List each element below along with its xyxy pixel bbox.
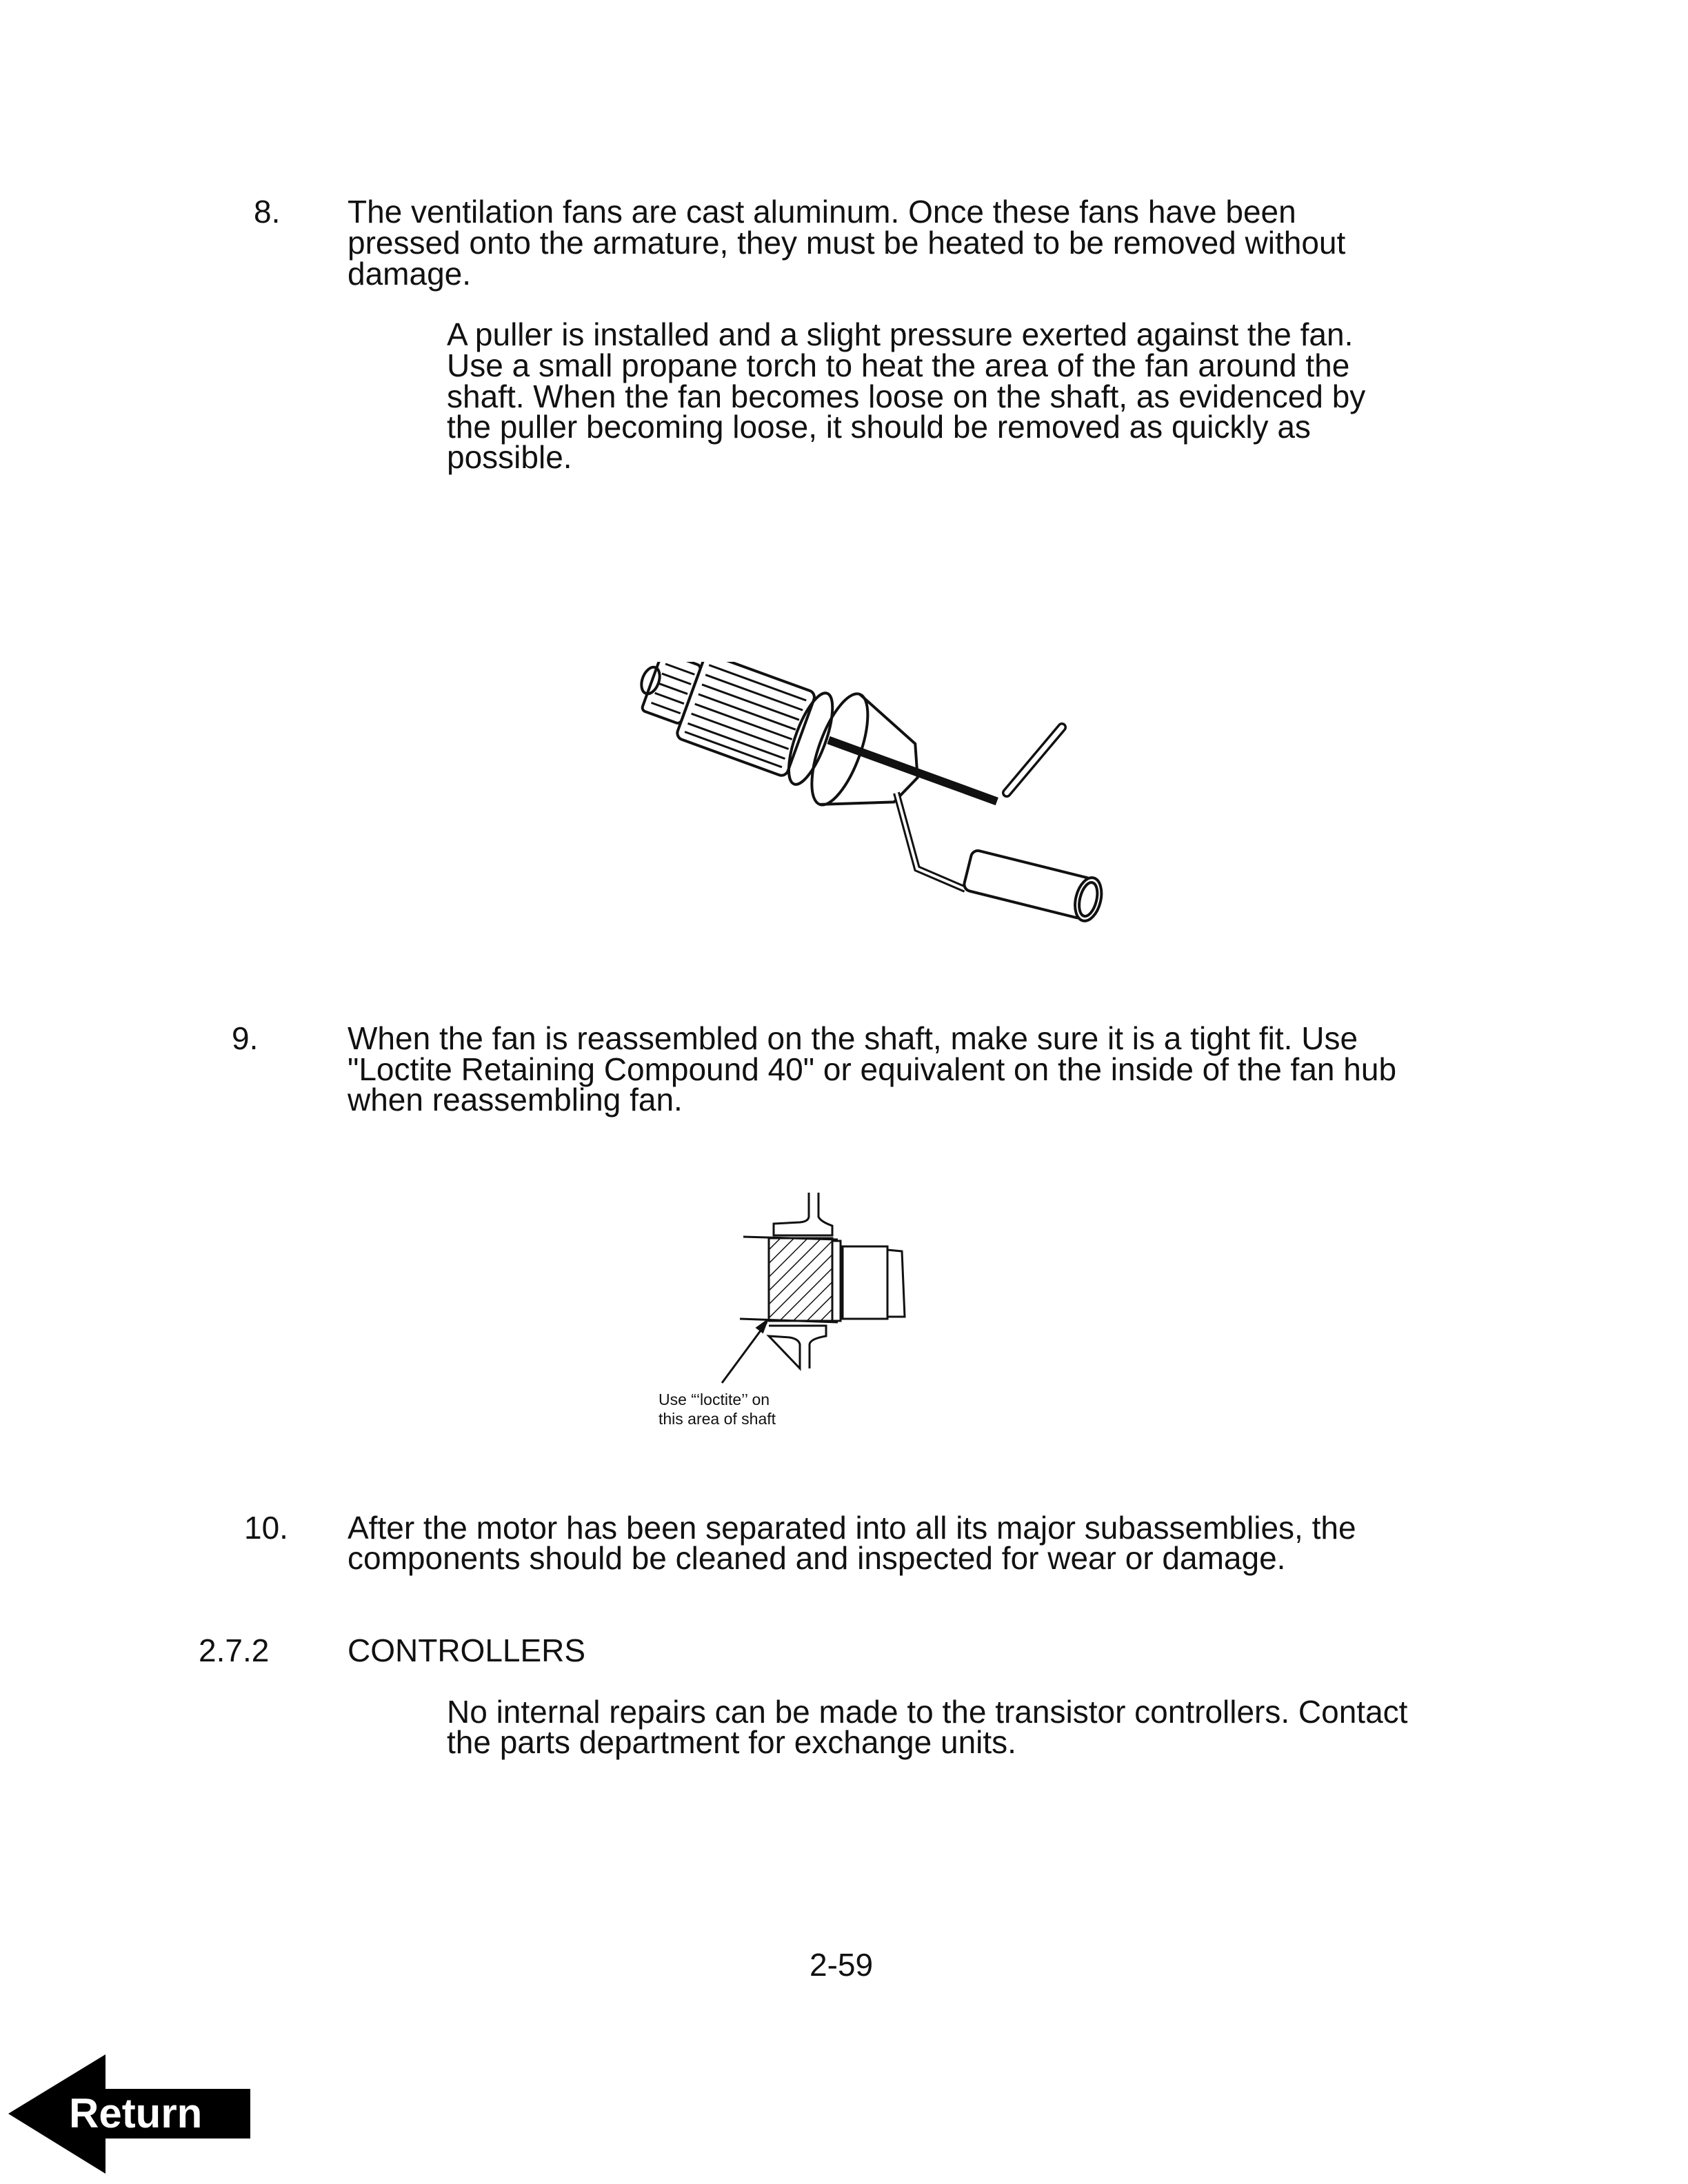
paragraph-line: No internal repairs can be made to the transistor controllers. Contact xyxy=(447,1694,1408,1730)
paragraph-line: when reassembling fan. xyxy=(348,1082,683,1118)
paragraph-line: pressed onto the armature, they must be heated to be removed without xyxy=(348,225,1346,261)
item-number: 8. xyxy=(254,194,281,230)
section-number: 2.7.2 xyxy=(199,1632,270,1668)
paragraph-line: the parts department for exchange units. xyxy=(447,1724,1016,1760)
section-title: CONTROLLERS xyxy=(348,1632,586,1668)
page-number: 2-59 xyxy=(810,1947,874,1983)
paragraph-line: The ventilation fans are cast aluminum. Once these fans have been xyxy=(348,194,1296,230)
paragraph-line: "Loctite Retaining Compound 40" or equivalent on the inside of the fan hub xyxy=(348,1051,1397,1087)
paragraph-line: A puller is installed and a slight pressure exerted against the fan. xyxy=(447,316,1354,352)
paragraph-line: After the motor has been separated into all its major subassemblies, the xyxy=(348,1510,1356,1546)
fan-hub-shaft-diagram xyxy=(621,1179,931,1386)
return-label: Return xyxy=(69,2090,203,2136)
paragraph-line: When the fan is reassembled on the shaft, make sure it is a tight fit. Use xyxy=(348,1020,1358,1056)
item-number: 10. xyxy=(244,1510,288,1546)
paragraph-line: shaft. When the fan becomes loose on the shaft, as evidenced by xyxy=(447,378,1366,414)
armature-puller-illustration xyxy=(621,662,1103,938)
paragraph-line: components should be cleaned and inspected for wear or damage. xyxy=(348,1540,1286,1576)
figure-caption-line: Use “‘loctite’’ on xyxy=(659,1391,770,1408)
paragraph-line: the puller becoming loose, it should be removed as quickly as xyxy=(447,409,1311,445)
paragraph-line: damage. xyxy=(348,256,472,292)
item-number: 9. xyxy=(232,1020,259,1056)
figure-caption-line: this area of shaft xyxy=(659,1410,776,1428)
paragraph-line: possible. xyxy=(447,439,572,475)
paragraph-line: Use a small propane torch to heat the area of the fan around the xyxy=(447,347,1350,383)
